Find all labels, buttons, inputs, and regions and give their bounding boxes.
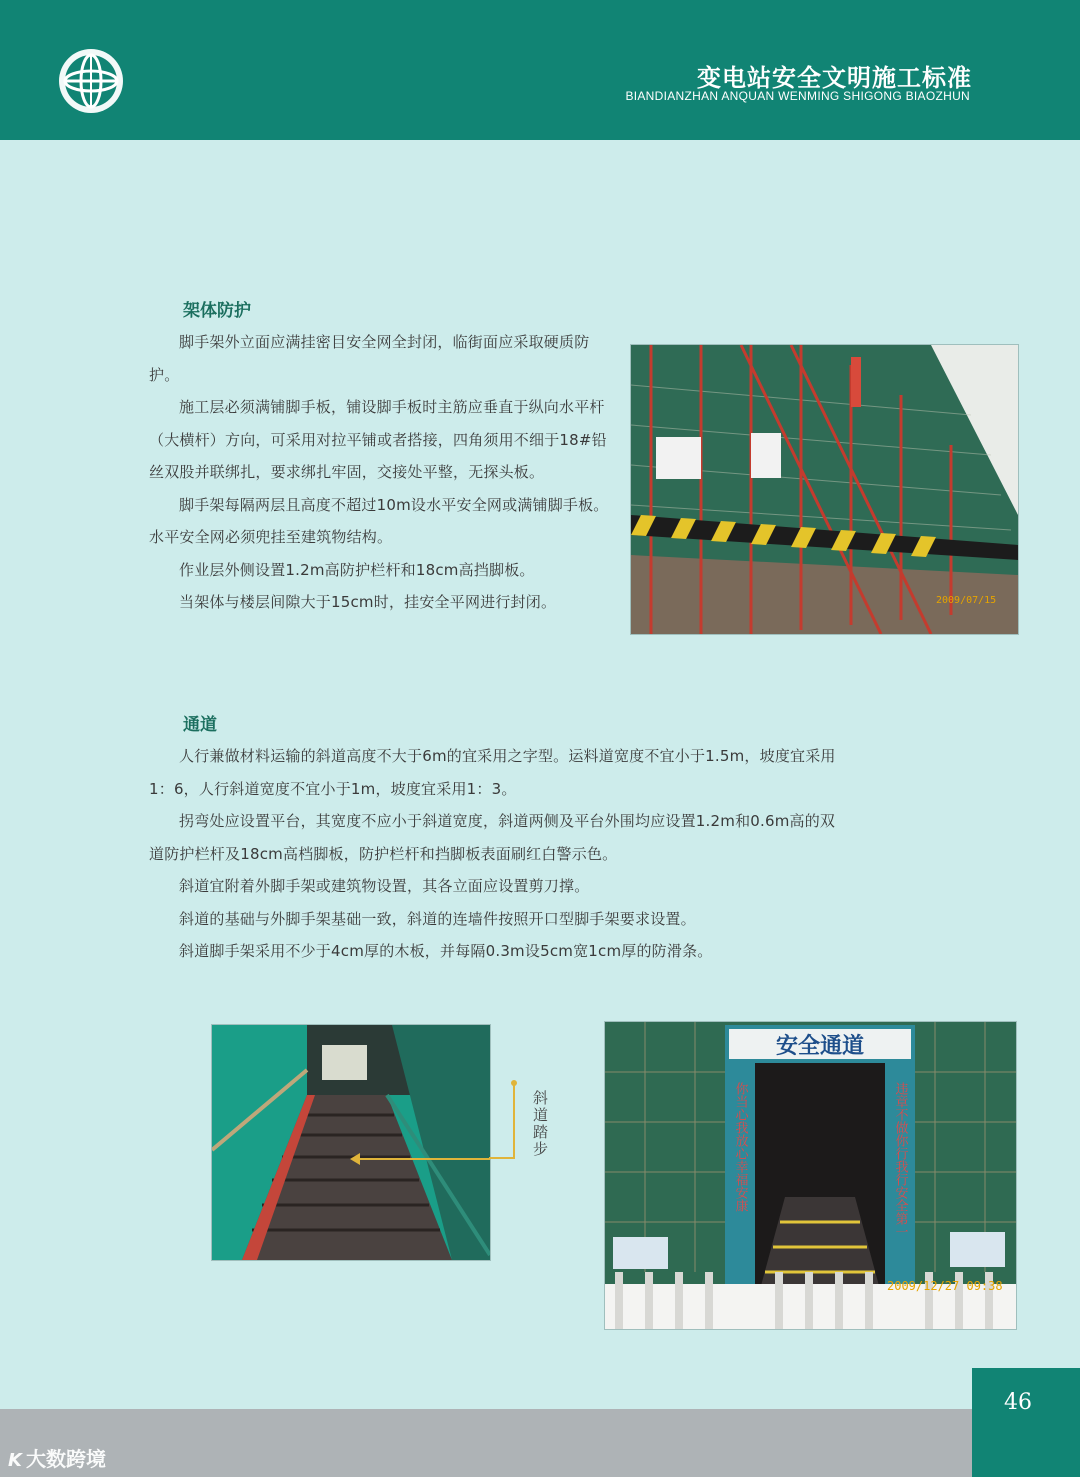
page-number-box bbox=[972, 1368, 1080, 1477]
scaffold-facade-photo bbox=[630, 344, 1019, 635]
gate-photo-timestamp: 2009/12/27 09:38 bbox=[887, 1279, 1003, 1293]
section2-body bbox=[149, 740, 849, 968]
paragraph: 作业层外侧设置1.2m高防护栏杆和18cm高挡脚板。 bbox=[179, 560, 535, 579]
page-header bbox=[0, 0, 1080, 140]
gate-right-slogan: 违章不做你行我行安全第一 bbox=[892, 1082, 908, 1238]
paragraph: 斜道脚手架采用不少于4cm厚的木板，并每隔0.3m设5cm宽1cm厚的防滑条。 bbox=[179, 942, 713, 960]
paragraph: 拐弯处应设置平台，其宽度不应小于斜道宽度，斜道两侧及平台外围均应设置1.2m和0.6m高的双道防护栏杆及18cm高档脚板，防护栏杆和挡脚板表面刷红白警示色。 bbox=[149, 812, 836, 863]
paragraph: 斜道的基础与外脚手架基础一致，斜道的连墙件按照开口型脚手架要求设置。 bbox=[179, 909, 696, 928]
section-title-passage: 通道 bbox=[183, 715, 217, 735]
paragraph: 脚手架外立面应满挂密目安全网全封闭，临街面应采取硬质防护。 bbox=[149, 333, 590, 384]
page-number: 46 bbox=[1004, 1390, 1032, 1415]
ramp-stairs-photo bbox=[211, 1024, 491, 1261]
footer-bar bbox=[0, 1409, 1080, 1477]
watermark bbox=[8, 1443, 106, 1472]
scaffold-photo-timestamp: 2009/07/15 bbox=[936, 595, 997, 606]
safety-passage-photo bbox=[604, 1021, 1017, 1330]
paragraph: 当架体与楼层间隙大于15cm时，挂安全平网进行封闭。 bbox=[179, 593, 557, 611]
paragraph: 斜道宜附着外脚手架或建筑物设置，其各立面应设置剪刀撑。 bbox=[179, 877, 590, 895]
callout-line bbox=[489, 1080, 519, 1160]
paragraph: 人行兼做材料运输的斜道高度不大于6m的宜采用之字型。运料道宽度不宜小于1.5m，坡度宜采用1：6，人行斜道宽度不宜小于1m，坡度宜采用1：3。 bbox=[149, 747, 836, 798]
watermark-logo-icon: K bbox=[8, 1450, 22, 1471]
stair-caption: 斜道踏步 bbox=[531, 1090, 549, 1158]
section1-body bbox=[149, 326, 611, 619]
gate-left-slogan: 你当心我放心幸福安康 bbox=[732, 1082, 748, 1212]
paragraph: 脚手架每隔两层且高度不超过10m设水平安全网或满铺脚手板。水平安全网必须兜挂至建筑物结构。 bbox=[149, 495, 609, 546]
watermark-text: 大数跨境 bbox=[25, 1447, 106, 1471]
header-title-cn: 变电站安全文明施工标准 bbox=[697, 64, 972, 92]
gate-sign-text: 安全通道 bbox=[775, 1034, 865, 1059]
state-grid-logo-icon bbox=[56, 46, 126, 116]
header-title-en: BIANDIANZHAN ANQUAN WENMING SHIGONG BIAOZHUN bbox=[625, 89, 970, 103]
section-title-scaffold-protection: 架体防护 bbox=[183, 301, 251, 321]
paragraph: 施工层必须满铺脚手板，铺设脚手板时主筋应垂直于纵向水平杆（大横杆）方向，可采用对拉平铺或者搭接，四角须用不细于18#铅丝双股并联绑扎，要求绑扎牢固，交接处平整，无探头板。 bbox=[149, 398, 607, 481]
